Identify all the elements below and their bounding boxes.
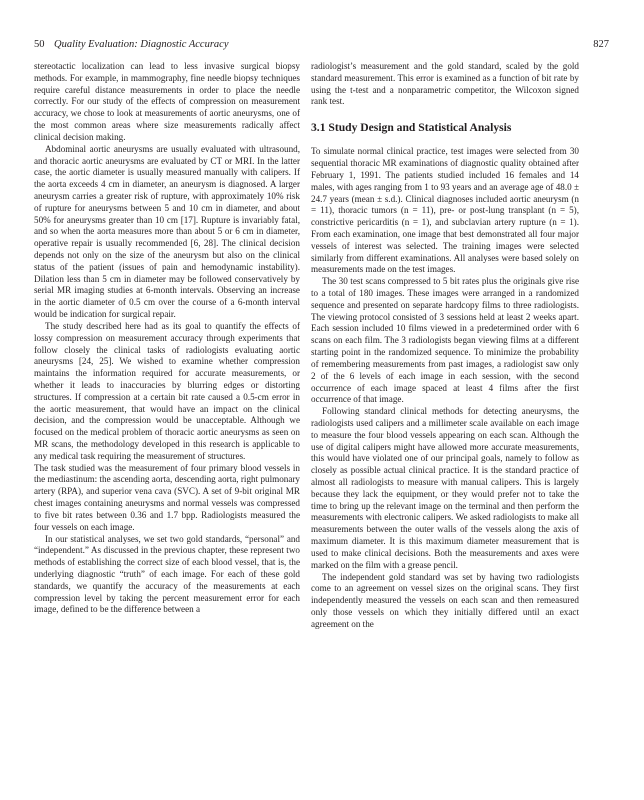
paragraph: To simulate normal clinical practice, test images were selected from 30 sequential thoracic MR examinations of diagnostic quality obtained after February 1, 1991. The patients studied included 16 females and 14 males, with ages ranging from 1 to 93 years and an average age of 48.0 ± 24.7 years (mean ± s.d.). Clinical diagnoses included aortic aneurysm (n = 11), thoracic tumors (n = 11), pre- or post-lung transplant (n = 5), constrictive pericarditis (n = 1), and subclavian artery rupture (n = 1). From each examination, one image that best demonstrated all four major vessels of interest was selected. The training images were selected similarly from different examinations. All analyses were based solely on measurements made on the test images. (311, 146, 579, 275)
section-heading: 3.1 Study Design and Statistical Analysis (311, 121, 512, 135)
running-header (34, 38, 609, 52)
running-title: Quality Evaluation: Diagnostic Accuracy (54, 39, 229, 50)
paragraph: In our statistical analyses, we set two gold standards, “personal” and “independent.” As discussed in the previous chapter, these represent two methods of establishing the correct size of each blood vessel, that is, the underlying diagnostic “truth” of each image. For each of these gold standards, we quantify the accuracy of the measurements at each compression level by taking the percent measurement error for each image, defined to be the difference between a (34, 533, 300, 615)
left-page-number: 50 (34, 39, 45, 50)
left-column (34, 61, 300, 616)
paragraph: The independent gold standard was set by having two radiologists come to an agreement on vessel sizes on the original scans. They first independently measured the vessels on each scan and then remeasured only those vessels on which they initially differed until an exact agreement on the (311, 571, 579, 629)
paragraph: The task studied was the measurement of four primary blood vessels in the mediastinum: the ascending aorta, descending aorta, right pulmonary artery (RPA), and superior vena cava (SVC). A set of 9-bit original MR chest images containing aneurysms and normal vessels was compressed to five bit rates between 0.36 and 1.7 bpp. Radiologists measured the four vessels on each image. (34, 462, 300, 532)
paragraph: The 30 test scans compressed to 5 bit rates plus the originals give rise to a total of 180 images. These images were arranged in a randomized sequence and presented on separate hardcopy films to three radiologists. The viewing protocol consisted of 3 sessions held at least 2 weeks apart. Each session included 10 films viewed in a predetermined order with 6 scans on each film. The 3 radiologists began viewing films at a different starting point in the randomized sequence. To minimize the probability of remembering measurements from past images, a radiologist saw only 2 of the 6 levels of each image in each session, with the second occurrence of each image spaced at least 4 films after the first occurrence of that image. (311, 276, 579, 405)
right-column (311, 61, 579, 631)
paragraph: stereotactic localization can lead to less invasive surgical biopsy methods. For example, in mammography, fine needle biopsy techniques require careful distance measurements in order to place the needle correctly. For our study of the effects of compression on measurement accuracy, we chose to look at measurements of aortic aneurysms, one of the most common areas where size measurements radically affect clinical decision making. (34, 61, 300, 142)
paragraph: Abdominal aortic aneurysms are usually evaluated with ultrasound, and thoracic aortic aneurysms are evaluated by CT or MRI. In the latter case, the aortic diameter is usually measured manually with calipers. If the aorta exceeds 4 cm in diameter, an aneurysm is diagnosed. A larger aneurysm carries a greater risk of rupture, with approximately 10% risk of rupture for aneurysms between 5 and 10 cm in diameter, and about 50% for aneurysms greater than 10 cm [17]. Rupture is invariably fatal, and so when the aorta measures more than about 5 or 6 cm in diameter, operative repair is usually recommended [6, 28]. The clinical decision depends not only on the size of the aneurysm but also on the clinical status of the patient (issues of pain and hemodynamic instability). Dilation less than 5 cm in diameter may be followed conservatively by serial MR imaging studies at 6-month intervals. Observing an increase in the aortic diameter of 0.5 cm over the course of a 6-month interval would be indication for surgical repair. (34, 143, 300, 320)
paragraph: radiologist’s measurement and the gold standard, scaled by the gold standard measurement. This error is examined as a function of bit rate by using the t-test and a nonparametric competitor, the Wilcoxon signed rank test. (311, 61, 579, 107)
right-page-number: 827 (593, 39, 609, 50)
paragraph: The study described here had as its goal to quantify the effects of lossy compression on measurement accuracy through experiments that follow closely the clinical tasks of radiologists evaluating aortic aneurysms [24, 25]. We wished to examine whether compression maintains the information required for accurate measurements, or whether it leads to inaccuracies by blurring edges or distorting structures. If compression at a certain bit rate caused a 0.5-cm error in the aortic measurement, that would have an impact on the clinical decision, and the compression would be unacceptable. Although we focused on the medical problem of thoracic aortic aneurysms as seen on MR scans, the methodology developed in this research is applicable to any medical task requiring the measurement of structures. (34, 320, 300, 461)
paragraph: Following standard clinical methods for detecting aneurysms, the radiologists used calipers and a millimeter scale available on each image to measure the four blood vessels appearing on each scan. Although the use of digital calipers might have allowed more accurate measurements, this would have violated one of our principal goals, namely to follow as closely as possible actual clinical practice. It is the standard practice of almost all radiologists to measure with manual calipers. This is largely because they lack the equipment, or they would prefer not to take the time to bring up the relevant image on the terminal and then perform the measurements with electronic calipers. We asked radiologists to make all measurements between the outer walls of the vessels along the axis of maximum diameter. It is this maximum diameter measurement that is used to make clinical decisions. Both the measurements and axes were marked on the film with a grease pencil. (311, 406, 579, 570)
